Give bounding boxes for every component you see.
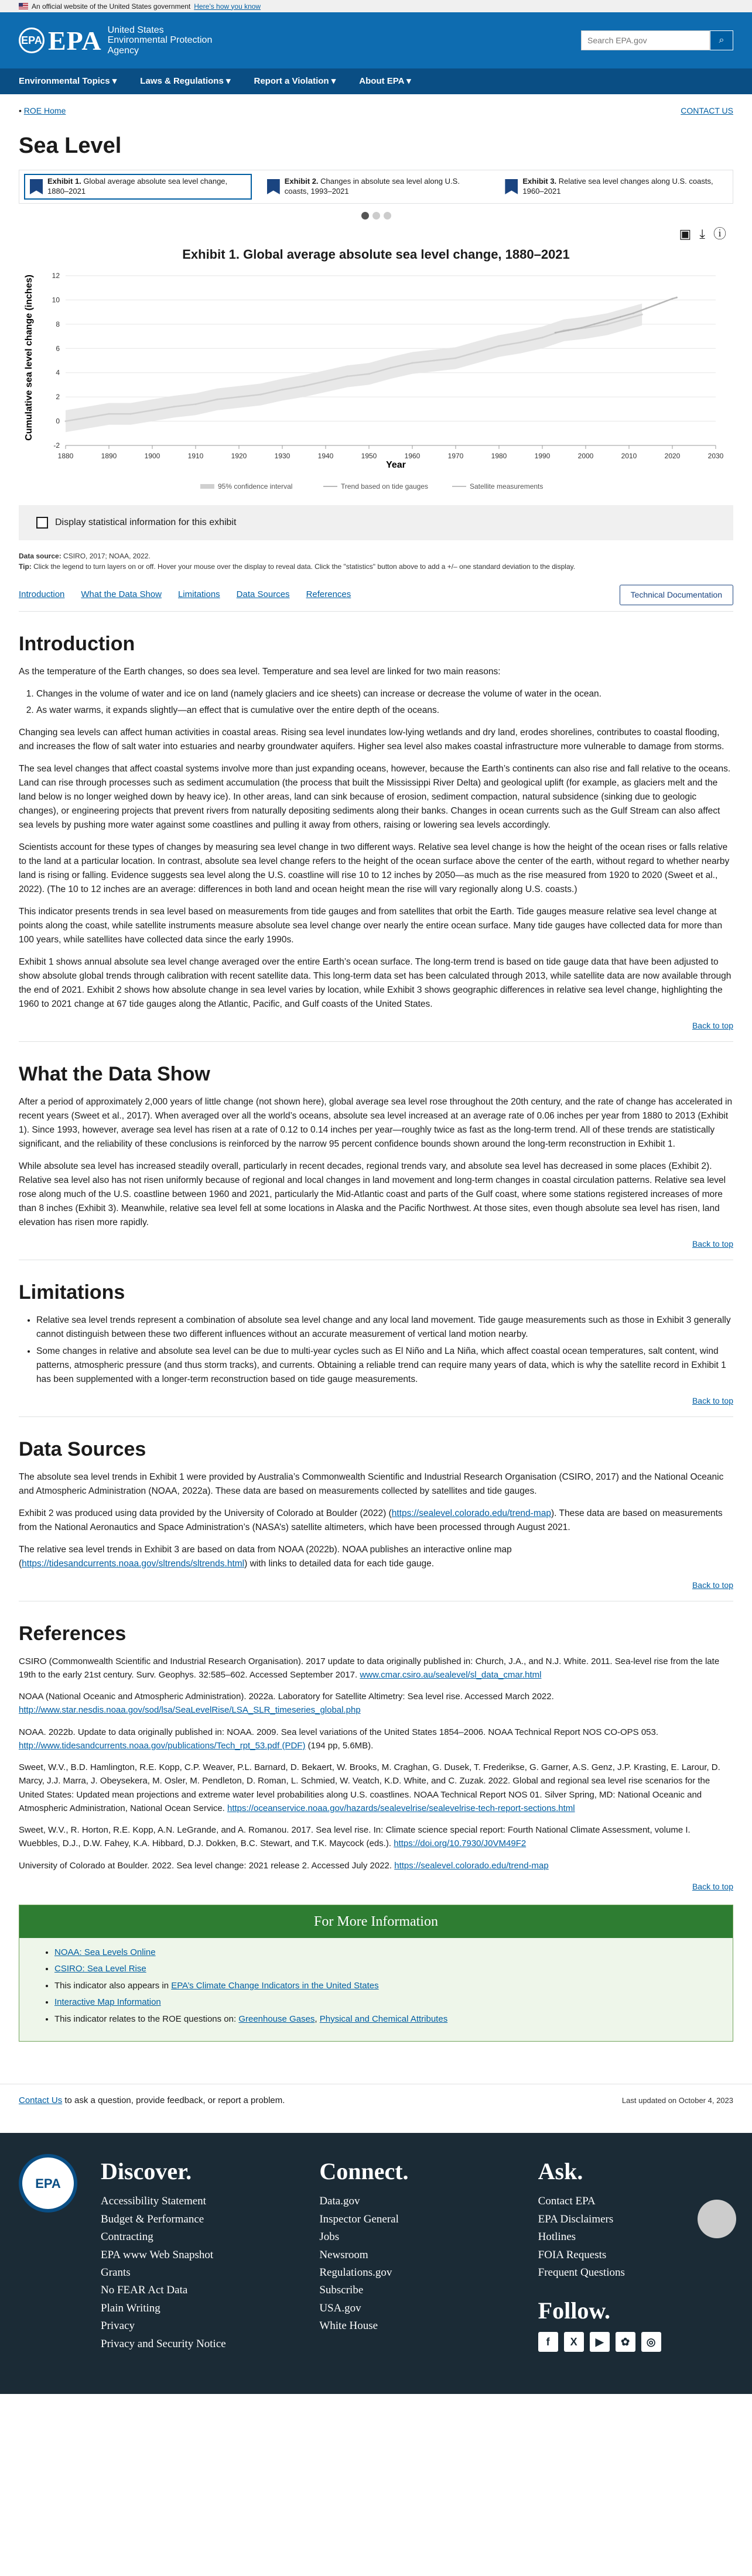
data-point bbox=[152, 409, 153, 411]
legend-entry: Satellite measurements bbox=[470, 482, 544, 490]
data-point bbox=[87, 417, 88, 419]
data-point bbox=[628, 317, 630, 319]
footer-link[interactable]: Contact EPA bbox=[538, 2195, 596, 2208]
x-tick-label: 1940 bbox=[317, 452, 334, 460]
toc-data-sources[interactable]: Data Sources bbox=[236, 589, 290, 600]
reference-link[interactable]: https://sealevel.colorado.edu/trend-map bbox=[394, 1860, 549, 1871]
y-tick-label: 8 bbox=[56, 320, 60, 328]
epa-logo[interactable] bbox=[19, 20, 225, 61]
search-input[interactable] bbox=[581, 30, 710, 50]
footer-link[interactable]: Newsroom bbox=[319, 2248, 368, 2261]
data-point bbox=[303, 385, 305, 387]
back-to-top-link[interactable]: Back to top bbox=[692, 1021, 733, 1031]
more-info-box bbox=[19, 1905, 733, 2042]
data-point bbox=[658, 303, 660, 304]
toc-what-data-show[interactable]: What the Data Show bbox=[81, 589, 162, 600]
limitations-list bbox=[36, 1313, 733, 1386]
flickr-icon[interactable]: ✿ bbox=[616, 2332, 635, 2352]
reference-link[interactable]: http://www.tidesandcurrents.noaa.gov/publications/Tech_rpt_53.pdf (PDF) bbox=[19, 1740, 306, 1751]
more-info-link[interactable]: EPA’s Climate Change Indicators in the United States bbox=[171, 1980, 379, 1991]
data-source-label: Data source: bbox=[19, 552, 61, 560]
footer-link[interactable]: Inspector General bbox=[319, 2213, 399, 2225]
reference bbox=[19, 1655, 733, 1682]
main-nav bbox=[0, 68, 752, 94]
scroll-to-top-button[interactable] bbox=[698, 2200, 736, 2238]
intro-paragraph: Scientists account for these types of changes by measuring sea level change in two different ways. Relative sea level change is how the height of the ocean rises or falls relative to the land at a particular location. In contrast, absolute sea level change refers to the height of the ocean surface above the center of the earth, without regard to whether nearby land is rising or falling. Evidence suggests sea level along the U.S. coastline will rise 10 to 12 inches by 2050—as much as the rise measured from 1920 to 2020 (Sweet et al., 2022). (The 10 to 12 inches are an average: differences in both land and ocean height mean the rise will vary regionally along U.S. coasts.) bbox=[19, 842, 730, 895]
data-point bbox=[108, 413, 110, 415]
stat-toggle-label: Display statistical information for this exhibit bbox=[55, 517, 237, 527]
tip-text: Click the legend to turn layers on or off. Hover your mouse over the display to reveal data. Click the "statistics" button above to add a +/– one standard deviation to the display. bbox=[33, 562, 576, 571]
data-point bbox=[672, 298, 674, 300]
tip bbox=[0, 561, 752, 572]
data-point bbox=[412, 362, 413, 364]
more-info-link[interactable]: Physical and Chemical Attributes bbox=[319, 2014, 448, 2024]
legend-entry: Trend based on tide gauges bbox=[341, 482, 428, 490]
reference bbox=[19, 1690, 733, 1717]
tab-desc: Changes in absolute sea level along U.S. coasts, 1993–2021 bbox=[284, 177, 460, 195]
carousel-dots bbox=[0, 212, 752, 219]
reference-link[interactable]: www.cmar.csiro.au/sealevel/sl_data_cmar.html bbox=[360, 1669, 542, 1680]
instagram-icon[interactable]: ◎ bbox=[641, 2332, 661, 2352]
toc-references[interactable]: References bbox=[306, 589, 351, 600]
text: Sweet, W.V., B.D. Hamlington, R.E. Kopp, C.P. Weaver, P.L. Barnard, D. Bekaert, W. Brooks, M. Craghan, G. Dusek, T. Frederikse, G. Garner, A.S. Genz, J.P. Krasting, E. Larour, D. Marcy, J.J. Marra, J. Obeysekera, M. Osler, M. Pendleton, D. Roman, L. Schmied, W. Veatch, K.D. White, and C. Zuzak. 2022. Global and regional sea level rise scenarios for the United States: Updated mean projections and extreme water level probabilities along U.S. coastlines. NOAA Technical Report NOS 01. Silver Spring, MD: National Oceanic and Atmospheric Administration, National Ocean Service. bbox=[19, 1762, 720, 1813]
sources-paragraph bbox=[19, 1543, 733, 1571]
footer-link[interactable]: Plain Writing bbox=[101, 2301, 160, 2314]
reference bbox=[19, 1859, 733, 1872]
bookmark-icon bbox=[505, 179, 518, 194]
x-tick-label: 2030 bbox=[707, 452, 724, 460]
text: University of Colorado at Boulder. 2022. Sea level change: 2021 release 2. Accessed July 2022. bbox=[19, 1860, 395, 1871]
intro-paragraph: The sea level changes that affect coastal systems involve more than just expanding oceans, however, because the Earth’s continents can also rise and fall relative to the oceans. Land can rise through processes such as sediment accumulation (the process that built the Mississippi River Delta) and geological uplift (for example, as glaciers melt and the land below is no longer weighed down by heavy ice). In other areas, land can sink because of erosion, sediment compaction, natural subsidence (sinking due to geologic changes), or engineering projects that prevent rivers from naturally depositing sediments along their banks. Changes in ocean currents such as the Gulf Stream can also affect sea levels by pushing more water against some coastlines and pulling it away from others, raising or lowering sea levels accordingly. bbox=[19, 764, 731, 831]
footer-link[interactable]: Hotlines bbox=[538, 2231, 576, 2244]
footer-link[interactable]: Privacy bbox=[101, 2320, 135, 2333]
x-icon[interactable]: X bbox=[564, 2332, 584, 2352]
tab-exhibit-2[interactable] bbox=[262, 174, 490, 200]
nav-laws-regulations[interactable]: Laws & Regulations ▾ bbox=[140, 76, 231, 86]
data-point bbox=[173, 406, 175, 407]
divider bbox=[19, 1041, 733, 1042]
data-sources-heading: Data Sources bbox=[19, 1438, 146, 1460]
us-flag-icon bbox=[19, 3, 28, 9]
data-point bbox=[325, 380, 327, 382]
data-point bbox=[580, 327, 582, 329]
epa-logo-icon: EPA bbox=[19, 28, 45, 53]
facebook-icon[interactable]: f bbox=[538, 2332, 558, 2352]
reference bbox=[19, 1726, 733, 1753]
footer-link[interactable]: Privacy and Security Notice bbox=[101, 2337, 226, 2350]
x-tick-label: 2010 bbox=[621, 452, 637, 460]
data-point bbox=[645, 307, 647, 309]
back-to-top-link[interactable]: Back to top bbox=[692, 1239, 733, 1249]
youtube-icon[interactable]: ▶ bbox=[590, 2332, 610, 2352]
technical-documentation-button[interactable]: Technical Documentation bbox=[620, 585, 733, 605]
colorado-link[interactable]: https://sealevel.colorado.edu/trend-map bbox=[391, 1508, 551, 1518]
contact-us-link[interactable]: CONTACT US bbox=[681, 105, 733, 115]
x-tick-label: 2020 bbox=[664, 452, 681, 460]
data-point bbox=[633, 313, 634, 314]
divider bbox=[19, 1416, 733, 1417]
data-point bbox=[130, 413, 132, 415]
text: ). These data are based on measurements from the National Aeronautics and Space Administration’s (NASA’s) satellite altimeters, which have been processed through August 2021. bbox=[19, 1508, 723, 1532]
y-axis-label: Cumulative sea level change (inches) bbox=[24, 275, 34, 441]
footer-link[interactable]: Contracting bbox=[101, 2231, 153, 2244]
intro-paragraph: Exhibit 1 shows annual absolute sea level change averaged over the entire Earth’s ocean surface. The long-term trend is based on tide gauge data that have been adjusted to show absolute global trends through calibration with recent satellite data. This long-term data set has been calculated through 2013, while satellite data are now available through the end of 2021. Exhibit 2 shows how absolute change in sea level varies by location, while Exhibit 3 shows geographic differences in relative sea level change, highlighting the 1960 to 2021 change at 67 tide gauges along the Atlantic, Pacific, and Gulf coasts of the United States. bbox=[19, 957, 732, 1010]
footer-heading: Follow. bbox=[538, 2297, 610, 2324]
contact-text: to ask a question, provide feedback, or report a problem. bbox=[62, 2095, 285, 2105]
reference-link[interactable]: https://doi.org/10.7930/J0VM49F2 bbox=[394, 1838, 527, 1849]
text: NOAA. 2022b. Update to data originally published in: NOAA. 2009. Sea level variations of the United States 1854–2006. NOAA Technical Report NOS CO-OPS 053. bbox=[19, 1727, 659, 1737]
data-show-paragraph: After a period of approximately 2,000 years of little change (not shown here), global average sea level rose throughout the 20th century, and the rate of change has accelerated in recent years (Sweet et al., 2017). When averaged over all the world’s oceans, absolute sea level increased at an average rate of 0.06 inches per year from 1880 to 2013 (Exhibit 1). Since 1993, however, average sea level has risen at a rate of 0.12 to 0.14 inches per year—roughly twice as fast as the long-term trend. All of these trends are statistically significant, and the reliability of these conclusions is reinforced by the narrow 95 percent confidence bounds shown around the long-term reconstruction in Exhibit 1. bbox=[19, 1097, 733, 1150]
data-point bbox=[390, 367, 392, 369]
data-point bbox=[542, 337, 544, 338]
gov-banner-text: An official website of the United States government bbox=[32, 2, 191, 11]
reference bbox=[19, 1823, 733, 1851]
roe-home-link[interactable]: ROE Home bbox=[23, 105, 66, 115]
text: Sweet, W.V., R. Horton, R.E. Kopp, A.N. LeGrande, and A. Romanou. 2017. Sea level rise. In: Climate science special report: Fourth National Climate Assessment, volume I. Wuebbles, D.J., D.W. Fahey, K.A. Hibbard, D.J. Dokken, B.C. Stewart, and T.K. Maycock (eds.). bbox=[19, 1825, 691, 1849]
footer-link[interactable]: Accessibility Statement bbox=[101, 2195, 206, 2208]
footer-link[interactable]: Frequent Questions bbox=[538, 2266, 625, 2279]
x-tick-label: 1900 bbox=[144, 452, 160, 460]
last-updated: Last updated on October 4, 2023 bbox=[621, 2096, 733, 2105]
x-tick-label: 1920 bbox=[231, 452, 247, 460]
data-point bbox=[455, 357, 457, 359]
list-item: 1. Changes in the volume of water and ice on land (namely glaciers and ice sheets) can increase or decrease the volume of water in the ocean. bbox=[36, 687, 733, 701]
tab-exhibit-3[interactable] bbox=[500, 174, 728, 200]
data-point bbox=[368, 373, 370, 375]
footer-link[interactable]: Subscribe bbox=[319, 2284, 364, 2297]
search-form bbox=[581, 30, 733, 50]
text: , bbox=[315, 2014, 320, 2024]
chart-toolbar bbox=[0, 219, 752, 243]
nav-report-violation[interactable]: Report a Violation ▾ bbox=[254, 76, 336, 86]
x-tick-label: 2000 bbox=[577, 452, 594, 460]
stat-checkbox[interactable] bbox=[36, 517, 48, 529]
breadcrumb: • ROE Home CONTACT US bbox=[0, 94, 752, 127]
epa-seal-icon: EPA bbox=[19, 2154, 77, 2213]
footer-heading: Connect. bbox=[319, 2158, 409, 2185]
data-point bbox=[676, 297, 678, 299]
footer-discover bbox=[101, 2154, 296, 2373]
back-to-top-link[interactable]: Back to top bbox=[692, 1580, 733, 1590]
reference-link[interactable]: https://oceanservice.noaa.gov/hazards/sealevelrise/sealevelrise-tech-report-sections.html bbox=[227, 1803, 575, 1813]
intro-list bbox=[36, 687, 733, 718]
nav-about-epa[interactable]: About EPA ▾ bbox=[359, 76, 411, 86]
section-nav bbox=[19, 585, 733, 612]
page-title: Sea Level bbox=[19, 133, 122, 158]
references-heading: References bbox=[19, 1622, 127, 1645]
toc-introduction[interactable]: Introduction bbox=[19, 589, 65, 600]
limitations-heading: Limitations bbox=[19, 1281, 125, 1304]
bookmark-icon bbox=[30, 179, 43, 194]
more-info-link[interactable]: Greenhouse Gases bbox=[238, 2014, 315, 2024]
logo-wordmark: EPA bbox=[48, 25, 102, 56]
x-tick-label: 1880 bbox=[57, 452, 74, 460]
y-tick-label: 10 bbox=[52, 296, 60, 304]
social-links bbox=[538, 2332, 733, 2352]
data-point bbox=[620, 316, 621, 318]
text: The relative sea level trends in Exhibit 3 are based on data from NOAA (2022b). NOAA publishes an interactive online map ( bbox=[19, 1544, 512, 1569]
data-point bbox=[520, 341, 522, 343]
data-point bbox=[217, 399, 218, 400]
text: NOAA (National Oceanic and Atmospheric Administration). 2022a. Laboratory for Satellite Altimetry: Sea level rise. Accessed March 2022. bbox=[19, 1692, 554, 1702]
more-info-link[interactable]: CSIRO: Sea Level Rise bbox=[54, 1964, 146, 1974]
sources-paragraph: The absolute sea level trends in Exhibit 1 were provided by Australia’s Commonwealth Scientific and Industrial Research Organisation (CSIRO, 2017) and the National Oceanic and Atmospheric Administration (NOAA, 2022a). These data are based on measurements collected by satellites and tide gauges. bbox=[19, 1471, 724, 1496]
toc-limitations[interactable]: Limitations bbox=[177, 589, 220, 600]
footer-link[interactable]: EPA www Web Snapshot bbox=[101, 2248, 214, 2261]
data-point bbox=[607, 320, 609, 321]
x-tick-label: 1960 bbox=[404, 452, 421, 460]
footer-heading: Discover. bbox=[101, 2158, 192, 2185]
text: This indicator relates to the ROE questions on: bbox=[54, 2014, 239, 2024]
footer-link[interactable]: USA.gov bbox=[319, 2301, 361, 2314]
data-show-paragraph: While absolute sea level has increased steadily overall, particularly in recent decades, regional trends vary, and absolute sea level has decreased in some places (Exhibit 2). Relative sea level also has not risen uniformly because of regional and local changes in land movement and long-term changes in coastal circulation patterns. Relative sea level rose along much of the U.S. coastline between 1960 and 2021, particularly the Mid-Atlantic coast and parts of the Gulf coast, where some stations registered increases of more than 8 inches (Exhibit 3). Meanwhile, relative sea level fell at some locations in Alaska and the Pacific Northwest. At those sites, even though absolute sea level has risen, land elevation has risen more rapidly. bbox=[19, 1161, 726, 1228]
x-tick-label: 1950 bbox=[361, 452, 377, 460]
reference-link[interactable]: http://www.star.nesdis.noaa.gov/sod/lsa/SeaLevelRise/LSA_SLR_timeseries_global.php bbox=[19, 1705, 361, 1716]
how-you-know-link[interactable]: Here’s how you know bbox=[194, 2, 261, 11]
sources-paragraph bbox=[19, 1507, 733, 1535]
search-icon: ⌕ bbox=[719, 35, 724, 45]
data-source bbox=[0, 551, 752, 561]
chart-title: Exhibit 1. Global average absolute sea level change, 1880–2021 bbox=[182, 247, 570, 262]
footer-link[interactable]: FOIA Requests bbox=[538, 2248, 607, 2261]
y-tick-label: 12 bbox=[52, 272, 60, 280]
back-to-top-link[interactable]: Back to top bbox=[692, 1395, 733, 1405]
footer-ask bbox=[538, 2154, 733, 2373]
more-info-heading: For More Information bbox=[19, 1905, 733, 1938]
noaa-sltrends-link[interactable]: https://tidesandcurrents.noaa.gov/sltrends/sltrends.html bbox=[22, 1558, 245, 1569]
intro-paragraph: This indicator presents trends in sea level based on measurements from tide gauges and from satellites that orbit the Earth. Tide gauges measure relative sea level change at points along the coast, while satellite instruments measure absolute sea level change over nearly the entire ocean surface. Many tide gauges have collected data for more than 100 years, while satellites have collected data since the early 1990s. bbox=[19, 907, 723, 945]
data-point bbox=[555, 332, 556, 334]
reference bbox=[19, 1761, 733, 1815]
text: ) with links to detailed data for each tide gauge. bbox=[244, 1558, 435, 1569]
data-point bbox=[347, 375, 348, 377]
more-info-link[interactable]: Interactive Map Information bbox=[54, 1997, 161, 2008]
x-tick-label: 1980 bbox=[491, 452, 507, 460]
carousel-dot[interactable] bbox=[384, 212, 391, 219]
download-icon[interactable]: ⤓ bbox=[699, 227, 705, 241]
bookmark-icon bbox=[267, 179, 280, 194]
data-point bbox=[498, 345, 500, 347]
introduction-heading: Introduction bbox=[19, 633, 135, 655]
text: This indicator also appears in bbox=[54, 1980, 172, 1991]
footer-connect bbox=[319, 2154, 514, 2373]
tab-label: Exhibit 1. bbox=[47, 177, 81, 186]
data-point bbox=[260, 394, 262, 396]
stat-toggle[interactable] bbox=[19, 505, 733, 540]
data-point bbox=[238, 396, 240, 398]
footer-link[interactable]: Budget & Performance bbox=[101, 2213, 204, 2225]
x-tick-label: 1930 bbox=[274, 452, 290, 460]
x-tick-label: 1990 bbox=[534, 452, 551, 460]
footer-link[interactable]: Jobs bbox=[319, 2231, 340, 2244]
search-button[interactable] bbox=[710, 30, 733, 50]
y-tick-label: -2 bbox=[53, 441, 60, 450]
sea-level-chart[interactable] bbox=[19, 264, 733, 498]
y-tick-label: 0 bbox=[56, 417, 60, 426]
data-point bbox=[477, 351, 478, 353]
back-to-top-link[interactable]: Back to top bbox=[692, 1881, 733, 1891]
intro-paragraph: Changing sea levels can affect human activities in coastal areas. Rising sea level inundates low-lying wetlands and dry land, erodes shorelines, contributes to coastal flooding, and increases the flow of salt water into estuaries and nearby groundwater aquifers. Higher sea level also makes coastal infrastructure more vulnerable to damage from storms. bbox=[19, 728, 724, 752]
list-item: 2. As water warms, it expands slightly—an effect that is cumulative over the entire depth of the oceans. bbox=[36, 704, 733, 718]
text: CSIRO (Commonwealth Scientific and Industrial Research Organisation). 2017 update to data originally published in: Church, J.A., and N.J. White. 2011. Sea-level rise from the late 19th to the early 21st century. Surv. Geophys. 32:585–602. Accessed September 2017. bbox=[19, 1656, 720, 1680]
carousel-dot[interactable] bbox=[372, 212, 380, 219]
footer-link[interactable]: Grants bbox=[101, 2266, 131, 2279]
image-icon[interactable]: ▣ bbox=[679, 227, 692, 241]
footer-link[interactable]: White House bbox=[319, 2320, 378, 2333]
footer-link[interactable]: Data.gov bbox=[319, 2195, 360, 2208]
text: (194 pp, 5.6MB). bbox=[305, 1740, 374, 1751]
data-point bbox=[568, 330, 569, 331]
site-footer bbox=[0, 2133, 752, 2394]
contact-us-link[interactable]: Contact Us bbox=[19, 2095, 63, 2105]
list-item: • Some changes in relative and absolute sea level can be due to multi-year cycles such as El Niño and La Niña, which affect coastal ocean temperatures, salt content, wind patterns, atmospheric pressure (and thus storm tracks), and currents. Obtaining a reliable trend can require many years of data, which is why the satellite record in Exhibit 1 has been supplemented with a longer-term reconstruction based on tide gauge measurements. bbox=[36, 1344, 733, 1387]
x-tick-label: 1970 bbox=[447, 452, 464, 460]
footer-link[interactable]: EPA Disclaimers bbox=[538, 2213, 614, 2225]
legend-entry: 95% confidence interval bbox=[218, 482, 293, 490]
chart-container bbox=[19, 264, 733, 498]
x-tick-label: 1890 bbox=[101, 452, 117, 460]
nav-environmental-topics[interactable]: Environmental Topics ▾ bbox=[19, 76, 117, 86]
tab-desc: Global average absolute sea level change, 1880–2021 bbox=[47, 177, 228, 195]
footer-link[interactable]: Regulations.gov bbox=[319, 2266, 392, 2279]
tab-exhibit-1[interactable] bbox=[24, 174, 252, 200]
data-point bbox=[65, 420, 67, 422]
intro-paragraph: As the temperature of the Earth changes, so does sea level. Temperature and sea level are linked for two main reasons: bbox=[19, 667, 501, 677]
data-point bbox=[607, 323, 609, 325]
carousel-dot[interactable] bbox=[361, 212, 369, 219]
x-axis-label: Year bbox=[386, 460, 406, 470]
y-tick-label: 4 bbox=[56, 368, 60, 377]
logo-subtitle: United States Environmental Protection Agency bbox=[107, 25, 213, 56]
x-tick-label: 1910 bbox=[187, 452, 204, 460]
data-point bbox=[593, 323, 595, 325]
footer-heading: Ask. bbox=[538, 2158, 583, 2185]
confidence-band bbox=[66, 304, 642, 433]
gov-banner bbox=[0, 0, 752, 12]
data-point bbox=[641, 314, 643, 315]
data-point bbox=[433, 360, 435, 362]
y-tick-label: 6 bbox=[56, 344, 60, 353]
more-info-link[interactable]: NOAA: Sea Levels Online bbox=[54, 1947, 156, 1957]
tab-label: Exhibit 3. bbox=[522, 177, 557, 186]
site-header bbox=[0, 12, 752, 68]
text: Exhibit 2 was produced using data provided by the University of Colorado at Boulder (2022) ( bbox=[19, 1508, 392, 1518]
y-tick-label: 2 bbox=[56, 393, 60, 402]
data-source-text: CSIRO, 2017; NOAA, 2022. bbox=[63, 552, 151, 560]
tip-label: Tip: bbox=[19, 562, 32, 571]
what-data-show-heading: What the Data Show bbox=[19, 1063, 210, 1086]
list-item: • Relative sea level trends represent a combination of absolute sea level change and any local land movement. Tide gauge measurements such as those in Exhibit 3 generally cannot distinguish between these two different influences without an accurate measurement of vertical land motion nearby. bbox=[36, 1313, 733, 1342]
data-point bbox=[195, 403, 197, 405]
contact-row bbox=[0, 2084, 752, 2117]
info-icon[interactable]: ⓘ bbox=[713, 227, 726, 241]
exhibit-tabs bbox=[19, 170, 733, 204]
data-point bbox=[282, 389, 283, 390]
tab-desc: Relative sea level changes along U.S. coasts, 1960–2021 bbox=[522, 177, 713, 195]
tab-label: Exhibit 2. bbox=[284, 177, 319, 186]
footer-link[interactable]: No FEAR Act Data bbox=[101, 2284, 188, 2297]
